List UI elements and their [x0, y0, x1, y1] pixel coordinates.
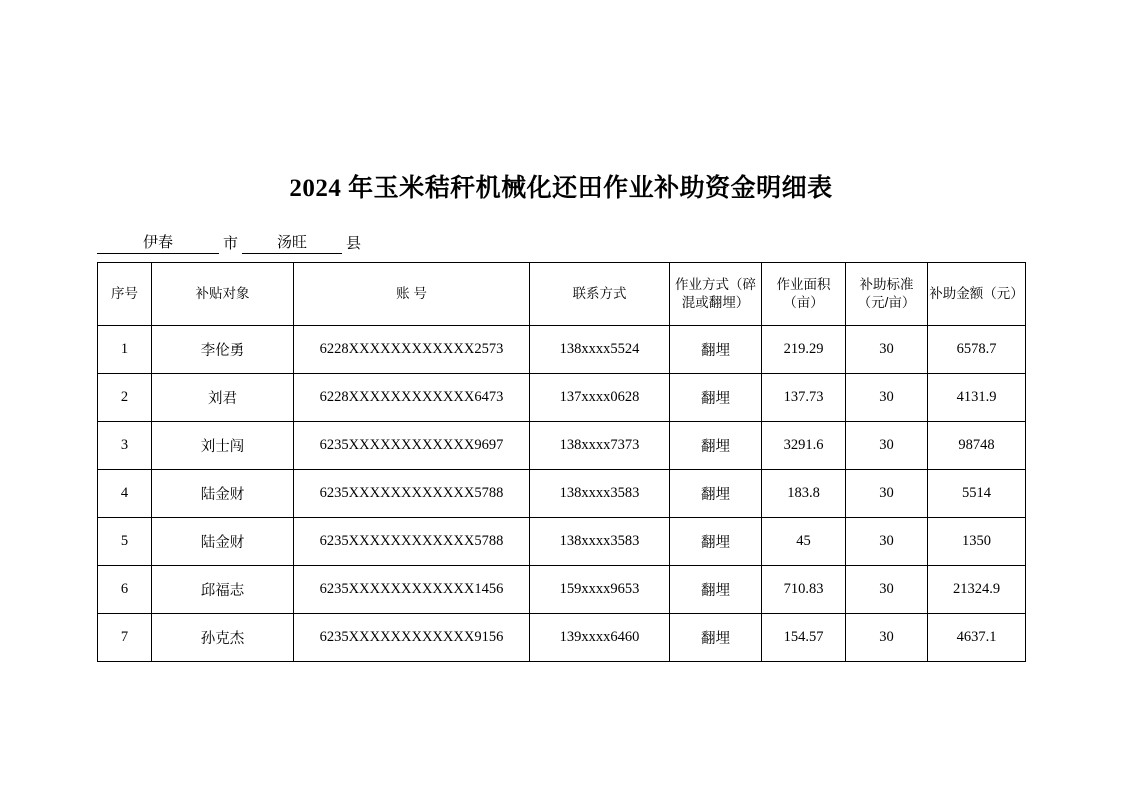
cell-account: 6235XXXXXXXXXXXX1456	[294, 566, 530, 614]
cell-index: 7	[98, 614, 152, 662]
column-header-method-line2: 混或翻埋）	[681, 295, 750, 310]
cell-standard: 30	[846, 422, 928, 470]
cell-phone: 139xxxx6460	[530, 614, 670, 662]
cell-phone: 138xxxx5524	[530, 326, 670, 374]
city-label: 市	[223, 236, 239, 252]
cell-phone: 159xxxx9653	[530, 566, 670, 614]
county-blank: 汤旺	[242, 231, 342, 254]
cell-amount: 21324.9	[928, 566, 1026, 614]
column-header-index: 序号	[98, 263, 152, 326]
cell-name: 陆金财	[152, 518, 294, 566]
page-title: 2024 年玉米秸秆机械化还田作业补助资金明细表	[289, 175, 833, 202]
table-row	[98, 614, 1026, 662]
cell-standard: 30	[846, 470, 928, 518]
county-label: 县	[346, 236, 362, 252]
column-header-method	[670, 263, 762, 326]
column-header-amount: 补助金额（元）	[928, 263, 1026, 326]
table-body	[98, 326, 1026, 662]
cell-standard: 30	[846, 374, 928, 422]
table-header	[98, 263, 1026, 326]
column-header-phone: 联系方式	[530, 263, 670, 326]
cell-account: 6235XXXXXXXXXXXX9156	[294, 614, 530, 662]
column-header-standard-line2: （元/亩）	[857, 295, 916, 310]
column-header-area-line1: 作业面积	[776, 276, 831, 292]
cell-name: 邱福志	[152, 566, 294, 614]
cell-account: 6235XXXXXXXXXXXX5788	[294, 518, 530, 566]
cell-amount: 5514	[928, 470, 1026, 518]
table-row	[98, 566, 1026, 614]
cell-amount: 1350	[928, 518, 1026, 566]
cell-area: 154.57	[762, 614, 846, 662]
column-header-method-line1: 作业方式（碎	[675, 276, 756, 292]
table-row	[98, 470, 1026, 518]
location-line	[97, 231, 365, 254]
cell-phone: 137xxxx0628	[530, 374, 670, 422]
column-header-name: 补贴对象	[152, 263, 294, 326]
cell-name: 刘士闯	[152, 422, 294, 470]
cell-name: 孙克杰	[152, 614, 294, 662]
column-header-account: 账 号	[294, 263, 530, 326]
cell-index: 4	[98, 470, 152, 518]
cell-method: 翻埋	[670, 326, 762, 374]
table-header-row	[98, 263, 1026, 326]
cell-name: 陆金财	[152, 470, 294, 518]
cell-name: 刘君	[152, 374, 294, 422]
cell-amount: 98748	[928, 422, 1026, 470]
table-row	[98, 422, 1026, 470]
cell-amount: 6578.7	[928, 326, 1026, 374]
cell-index: 1	[98, 326, 152, 374]
cell-standard: 30	[846, 326, 928, 374]
cell-method: 翻埋	[670, 422, 762, 470]
cell-standard: 30	[846, 518, 928, 566]
column-header-standard	[846, 263, 928, 326]
cell-amount: 4131.9	[928, 374, 1026, 422]
cell-account: 6228XXXXXXXXXXXX6473	[294, 374, 530, 422]
cell-area: 183.8	[762, 470, 846, 518]
cell-method: 翻埋	[670, 566, 762, 614]
column-header-area	[762, 263, 846, 326]
table-row	[98, 374, 1026, 422]
cell-phone: 138xxxx3583	[530, 518, 670, 566]
cell-area: 45	[762, 518, 846, 566]
cell-standard: 30	[846, 566, 928, 614]
cell-index: 5	[98, 518, 152, 566]
cell-method: 翻埋	[670, 470, 762, 518]
cell-area: 3291.6	[762, 422, 846, 470]
table-row	[98, 326, 1026, 374]
cell-method: 翻埋	[670, 614, 762, 662]
table-row	[98, 518, 1026, 566]
cell-account: 6228XXXXXXXXXXXX2573	[294, 326, 530, 374]
cell-method: 翻埋	[670, 374, 762, 422]
cell-phone: 138xxxx7373	[530, 422, 670, 470]
cell-index: 2	[98, 374, 152, 422]
cell-area: 710.83	[762, 566, 846, 614]
cell-amount: 4637.1	[928, 614, 1026, 662]
cell-index: 3	[98, 422, 152, 470]
cell-standard: 30	[846, 614, 928, 662]
cell-account: 6235XXXXXXXXXXXX9697	[294, 422, 530, 470]
cell-method: 翻埋	[670, 518, 762, 566]
cell-index: 6	[98, 566, 152, 614]
cell-area: 137.73	[762, 374, 846, 422]
cell-name: 李伦勇	[152, 326, 294, 374]
cell-account: 6235XXXXXXXXXXXX5788	[294, 470, 530, 518]
column-header-area-line2: （亩）	[783, 295, 824, 310]
city-blank: 伊春	[97, 231, 219, 254]
subsidy-detail-table	[97, 262, 1026, 662]
cell-phone: 138xxxx3583	[530, 470, 670, 518]
cell-area: 219.29	[762, 326, 846, 374]
column-header-standard-line1: 补助标准	[859, 276, 914, 292]
